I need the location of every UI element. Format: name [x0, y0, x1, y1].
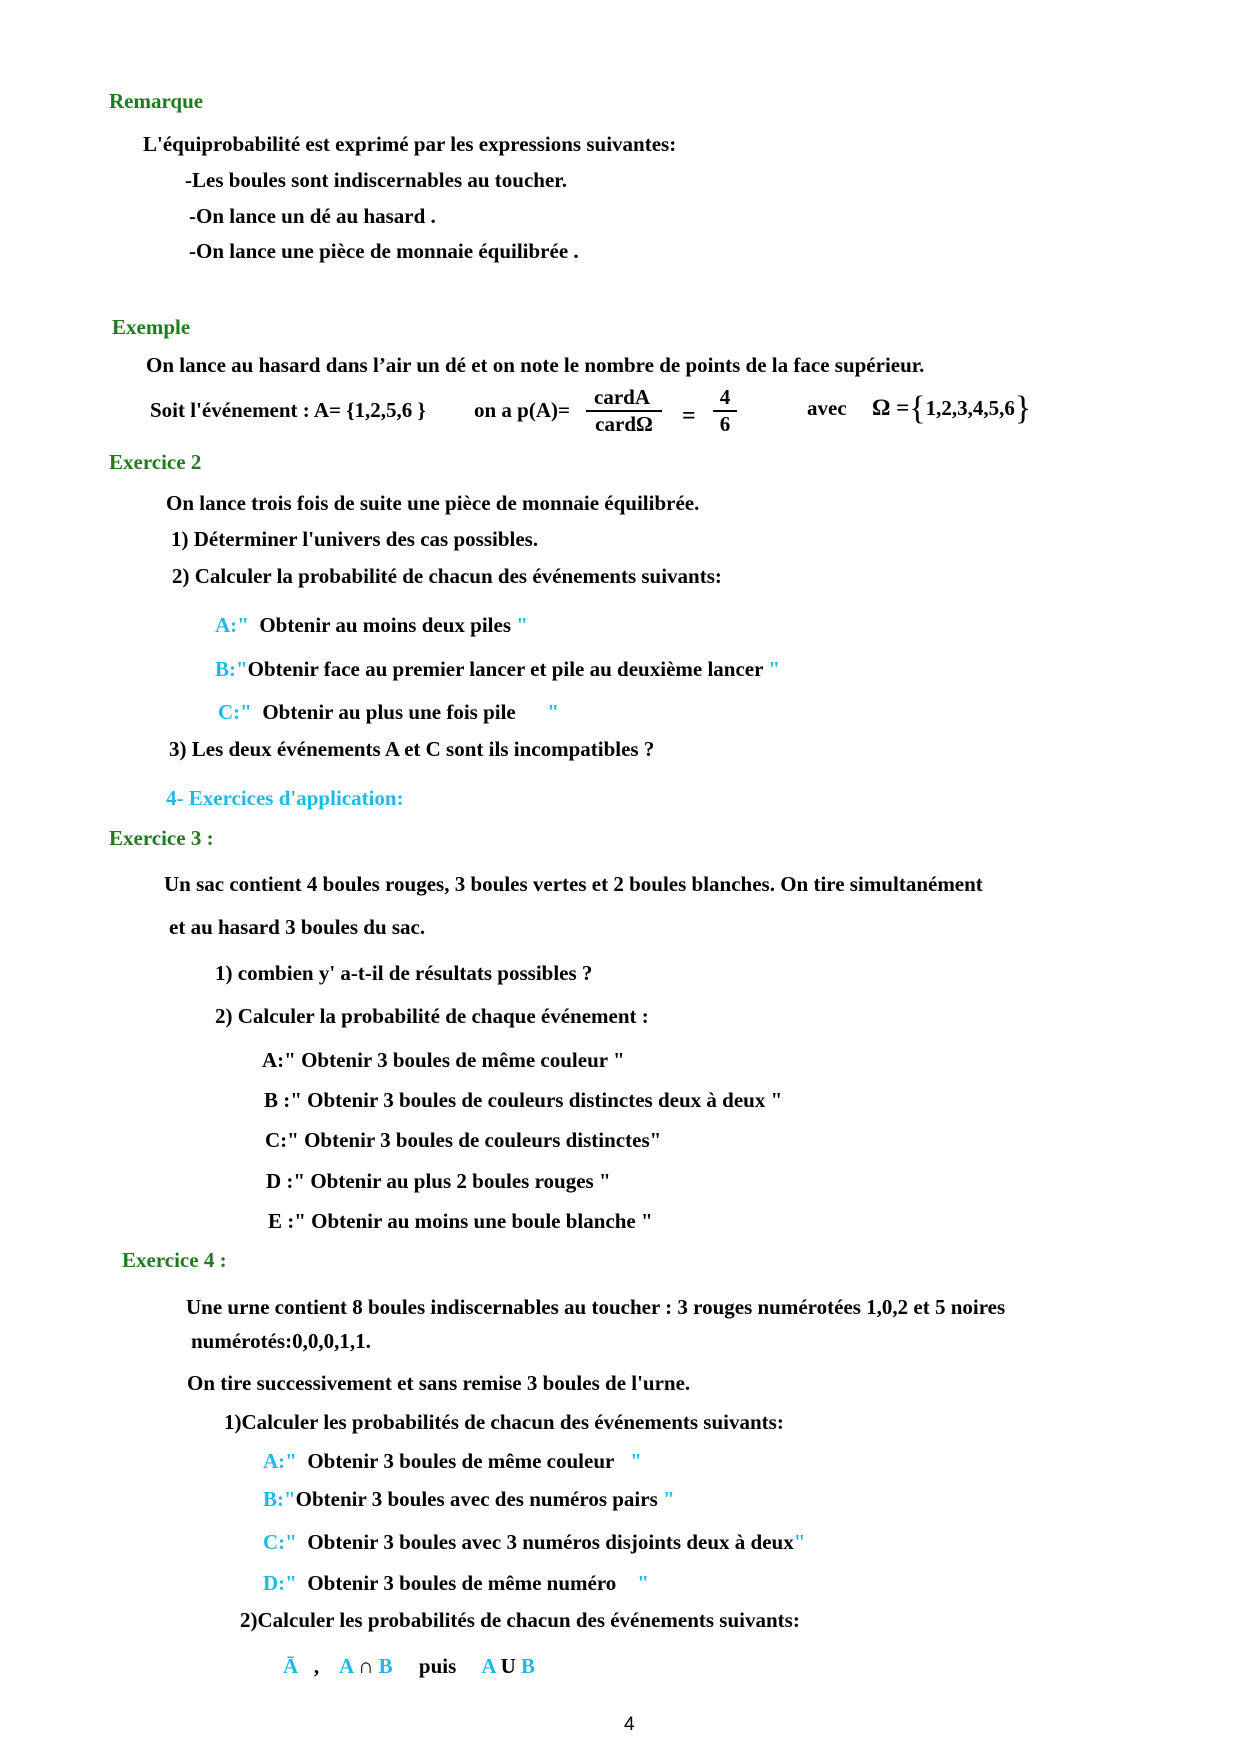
ex3-event-b: B :" Obtenir 3 boules de couleurs distinctes deux à deux " — [264, 1088, 783, 1112]
puis-word: puis — [418, 1654, 457, 1678]
inter-a: A — [339, 1654, 354, 1678]
ex3-event-e: E :" Obtenir au moins une boule blanche " — [268, 1209, 653, 1233]
remarque-item-1: -Les boules sont indiscernables au toucher. — [185, 168, 567, 192]
exemple-text: On lance au hasard dans l’air un dé et on note le nombre de points de la face supérieur. — [146, 353, 925, 377]
exemple-event: Soit l'événement : A= {1,2,5,6 } — [150, 398, 426, 422]
remarque-item-3: -On lance une pièce de monnaie équilibrée . — [189, 239, 579, 263]
card-label: card — [595, 412, 636, 436]
omega-equals: Ω = — [872, 395, 910, 420]
remarque-title: Remarque — [109, 89, 204, 113]
ex3-event-d: D :" Obtenir au plus 2 boules rouges " — [266, 1169, 611, 1193]
ex2-b-quote: " — [768, 657, 780, 681]
ex2-q1: 1) Déterminer l'univers des cas possibles. — [171, 527, 539, 551]
inter-b: B — [378, 1654, 393, 1678]
ex3-q2: 2) Calculer la probabilité de chaque événement : — [215, 1004, 649, 1028]
fraction-numerator-4: 4 — [719, 385, 731, 409]
equals-sign: = — [682, 403, 696, 429]
ex4-b-label: B:" — [263, 1487, 296, 1511]
ex2-event-c — [218, 699, 559, 725]
ex4-event-d — [263, 1570, 649, 1596]
page-number: 4 — [624, 1714, 635, 1735]
ex4-a-quote: " — [630, 1449, 642, 1473]
ex4-c-text: Obtenir 3 boules avec 3 numéros disjoints deux à deux — [307, 1530, 794, 1554]
ex4-d-quote: " — [637, 1571, 649, 1595]
ex2-c-quote: " — [547, 700, 559, 724]
ex2-c-text: Obtenir au plus une fois pile — [262, 700, 516, 724]
ex4-d-text: Obtenir 3 boules de même numéro — [307, 1571, 617, 1595]
ex2-event-b — [215, 656, 780, 682]
ex3-title: Exercice 3 : — [109, 826, 214, 850]
ex3-event-a: A:" Obtenir 3 boules de même couleur " — [262, 1048, 625, 1072]
ex4-intro-3: On tire successivement et sans remise 3 boules de l'urne. — [187, 1371, 691, 1395]
ex4-d-label: D:" — [263, 1571, 297, 1595]
ex4-event-a — [263, 1448, 642, 1474]
ex4-intro-2: numérotés:0,0,0,1,1. — [191, 1329, 371, 1353]
union-symbol: U — [500, 1654, 516, 1678]
right-brace: } — [1014, 390, 1032, 427]
ex4-b-quote: " — [663, 1487, 675, 1511]
ex4-intro-1: Une urne contient 8 boules indiscernables au toucher : 3 rouges numérotées 1,0,2 et 5 noires — [186, 1295, 1006, 1319]
ex2-a-quote: " — [516, 613, 528, 637]
universe-set — [872, 390, 1032, 427]
fraction-denominator — [586, 412, 662, 436]
remarque-item-2: -On lance un dé au hasard . — [189, 204, 436, 228]
comma: , — [313, 1654, 320, 1678]
section-4-title: 4- Exercices d'application: — [166, 786, 404, 810]
fraction-numerator-card-a: cardA — [594, 385, 650, 409]
left-brace: { — [909, 390, 926, 427]
union-b: B — [521, 1654, 536, 1678]
exemple-title: Exemple — [112, 315, 191, 339]
ex4-event-c — [263, 1529, 805, 1555]
union-a: A — [481, 1654, 496, 1678]
ex2-q3: 3) Les deux événements A et C sont ils incompatibles ? — [169, 737, 655, 761]
intersection-symbol: ∩ — [358, 1654, 374, 1678]
ex3-intro-2: et au hasard 3 boules du sac. — [169, 915, 426, 939]
ex2-intro: On lance trois fois de suite une pièce de monnaie équilibrée. — [166, 491, 700, 515]
ex3-event-c: C:" Obtenir 3 boules de couleurs distinctes" — [265, 1128, 662, 1152]
ex2-q2: 2) Calculer la probabilité de chacun des événements suivants: — [172, 564, 722, 588]
ex4-title: Exercice 4 : — [122, 1248, 227, 1272]
a-complement: Ā — [283, 1654, 299, 1678]
ex4-event-b — [263, 1486, 675, 1512]
ex3-q1: 1) combien y' a-t-il de résultats possibles ? — [215, 961, 593, 985]
ex4-c-label: C:" — [263, 1530, 297, 1554]
ex2-a-text: Obtenir au moins deux piles — [259, 613, 511, 637]
ex4-a-text: Obtenir 3 boules de même couleur — [307, 1449, 615, 1473]
ex2-b-label: B:" — [215, 657, 248, 681]
remarque-intro: L'équiprobabilité est exprimé par les expressions suivantes: — [143, 132, 677, 156]
ex4-q1: 1)Calculer les probabilités de chacun des événements suivants: — [224, 1410, 784, 1434]
ex3-intro-1: Un sac contient 4 boules rouges, 3 boules vertes et 2 boules blanches. On tire simultanément — [164, 872, 983, 896]
ex2-a-label: A:" — [215, 613, 249, 637]
ex2-c-label: C:" — [218, 700, 252, 724]
ex4-b-text: Obtenir 3 boules avec des numéros pairs — [295, 1487, 658, 1511]
ex2-title: Exercice 2 — [109, 450, 202, 474]
ex4-c-quote: " — [793, 1530, 806, 1554]
ex4-q2: 2)Calculer les probabilités de chacun des événements suivants: — [240, 1608, 800, 1632]
exemple-on-a: on a p(A)= — [474, 398, 570, 422]
universe-values: 1,2,3,4,5,6 — [925, 396, 1015, 420]
ex4-a-label: A:" — [263, 1449, 297, 1473]
avec-label: avec — [807, 396, 847, 420]
fraction-denominator-6: 6 — [719, 412, 731, 436]
omega-symbol: Ω — [636, 412, 653, 436]
ex2-event-a — [215, 612, 528, 638]
ex4-set-operations — [283, 1653, 535, 1679]
ex2-b-text: Obtenir face au premier lancer et pile au deuxième lancer — [247, 657, 764, 681]
